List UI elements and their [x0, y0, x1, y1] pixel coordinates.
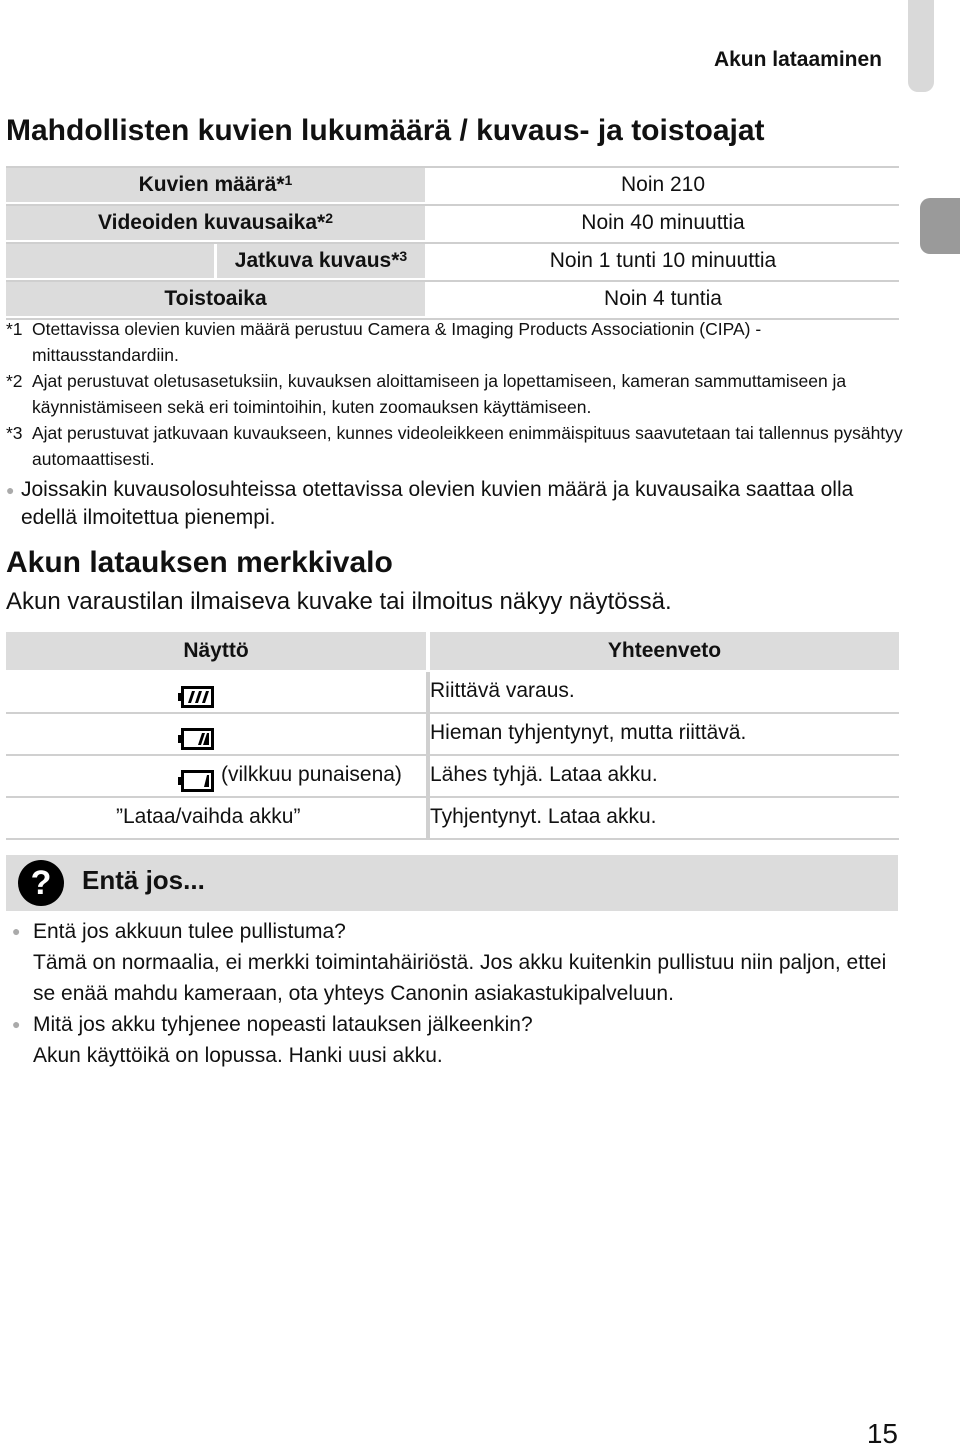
- table-row: [6, 672, 899, 714]
- table-row: [6, 798, 899, 840]
- row-value: Noin 1 tunti 10 minuuttia: [549, 249, 777, 272]
- chapter-tab-top: [908, 0, 934, 92]
- row-label-spacer: [6, 244, 214, 278]
- footnotes: [6, 316, 906, 532]
- footnote: *3 Ajat perustuvat jatkuvaan kuvaukseen, kunnes videoleikkeen enimmäispituus saavutetaan tai tallennus pysähtyy automaattisesti.: [6, 423, 903, 469]
- row-label: Kuvien määrä*$^1$: [6, 168, 425, 202]
- row-label: Toistoaika: [6, 282, 425, 316]
- faq-question: Entä jos akkuun tulee pullistuma?: [33, 920, 346, 943]
- what-if-list: [12, 916, 912, 1071]
- page-number: 15: [866, 1418, 898, 1449]
- summary-cell: Lähes tyhjä. Lataa akku.: [430, 763, 658, 786]
- list-item: ● Entä jos akkuun tulee pullistuma? Tämä on normaalia, ei merkki toimintahäiriöstä. Jos akku kuitenkin pullistuu niin paljon, ettei se enää mahdu kameraan, ota yhteys Canonin asiakastukipalveluun.: [12, 916, 912, 1009]
- row-label: Jatkuva kuvaus*$^3$: [217, 244, 425, 278]
- row-value: Noin 210: [620, 173, 706, 196]
- footnote: *1 Otettavissa olevien kuvien määrä perustuu Camera & Imaging Products Associationin (CIPA) -mittausstandardiin.: [6, 319, 762, 365]
- display-message: ”Lataa/vaihda akku”: [116, 805, 301, 828]
- table-row: [6, 244, 899, 282]
- blink-note: (vilkkuu punaisena): [221, 763, 402, 786]
- table-row: [6, 714, 899, 756]
- table-header: [6, 632, 899, 672]
- footnote: *2 Ajat perustuvat oletusasetuksiin, kuvauksen aloittamiseen ja lopettamiseen, kameran sammuttamiseen ja käynnistämiseen sekä eri toimintoihin, kuten zoomauksen käyttämiseen.: [6, 371, 847, 417]
- faq-answer: Tämä on normaalia, ei merkki toimintahäiriöstä. Jos akku kuitenkin pullistuu niin paljon, ettei se enää mahdu kameraan, ota yhteys Canonin asiakastukipalveluun.: [33, 951, 887, 1005]
- bullet-note: ● Joissakin kuvausolosuhteissa otettavissa olevien kuvien määrä ja kuvausaika saattaa olla edellä ilmoitettua pienempi.: [6, 478, 854, 529]
- table-row: [6, 282, 899, 320]
- capacity-table: [6, 166, 899, 320]
- row-value: Noin 4 tuntia: [604, 287, 722, 310]
- battery-indicator-table: [6, 632, 899, 840]
- display-cell: [6, 714, 426, 752]
- what-if-banner: [6, 855, 898, 911]
- table-row: [6, 756, 899, 798]
- section-title-indicator: Akun latauksen merkkivalo: [6, 546, 393, 579]
- section-intro: Akun varaustilan ilmaiseva kuvake tai ilmoitus näkyy näytössä.: [6, 588, 672, 615]
- list-item: ● Mitä jos akku tyhjenee nopeasti latauksen jälkeenkin? Akun käyttöikä on lopussa. Hanki uusi akku.: [12, 1009, 912, 1071]
- table-row: [6, 166, 899, 206]
- faq-answer: Akun käyttöikä on lopussa. Hanki uusi akku.: [33, 1044, 443, 1067]
- header-summary: Yhteenveto: [430, 632, 899, 670]
- table-row: [6, 206, 899, 244]
- summary-cell: Tyhjentynyt. Lataa akku.: [430, 805, 657, 828]
- display-cell: [6, 672, 426, 710]
- running-header: Akun lataaminen: [713, 48, 882, 71]
- faq-question: Mitä jos akku tyhjenee nopeasti latauksen jälkeenkin?: [33, 1013, 533, 1036]
- row-label: Videoiden kuvausaika*$^2$: [6, 206, 425, 240]
- summary-cell: Hieman tyhjentynyt, mutta riittävä.: [430, 721, 747, 744]
- display-cell: [6, 798, 426, 836]
- header-display: Näyttö: [6, 632, 426, 670]
- section-title-capacity: Mahdollisten kuvien lukumäärä / kuvaus- ja toistoajat: [6, 114, 765, 147]
- chapter-tab-marker: [920, 198, 960, 254]
- display-cell: [6, 756, 426, 794]
- what-if-title: Entä jos...: [82, 865, 205, 895]
- row-value: Noin 40 minuuttia: [581, 211, 745, 234]
- summary-cell: Riittävä varaus.: [430, 679, 575, 702]
- question-icon: ?: [18, 860, 64, 906]
